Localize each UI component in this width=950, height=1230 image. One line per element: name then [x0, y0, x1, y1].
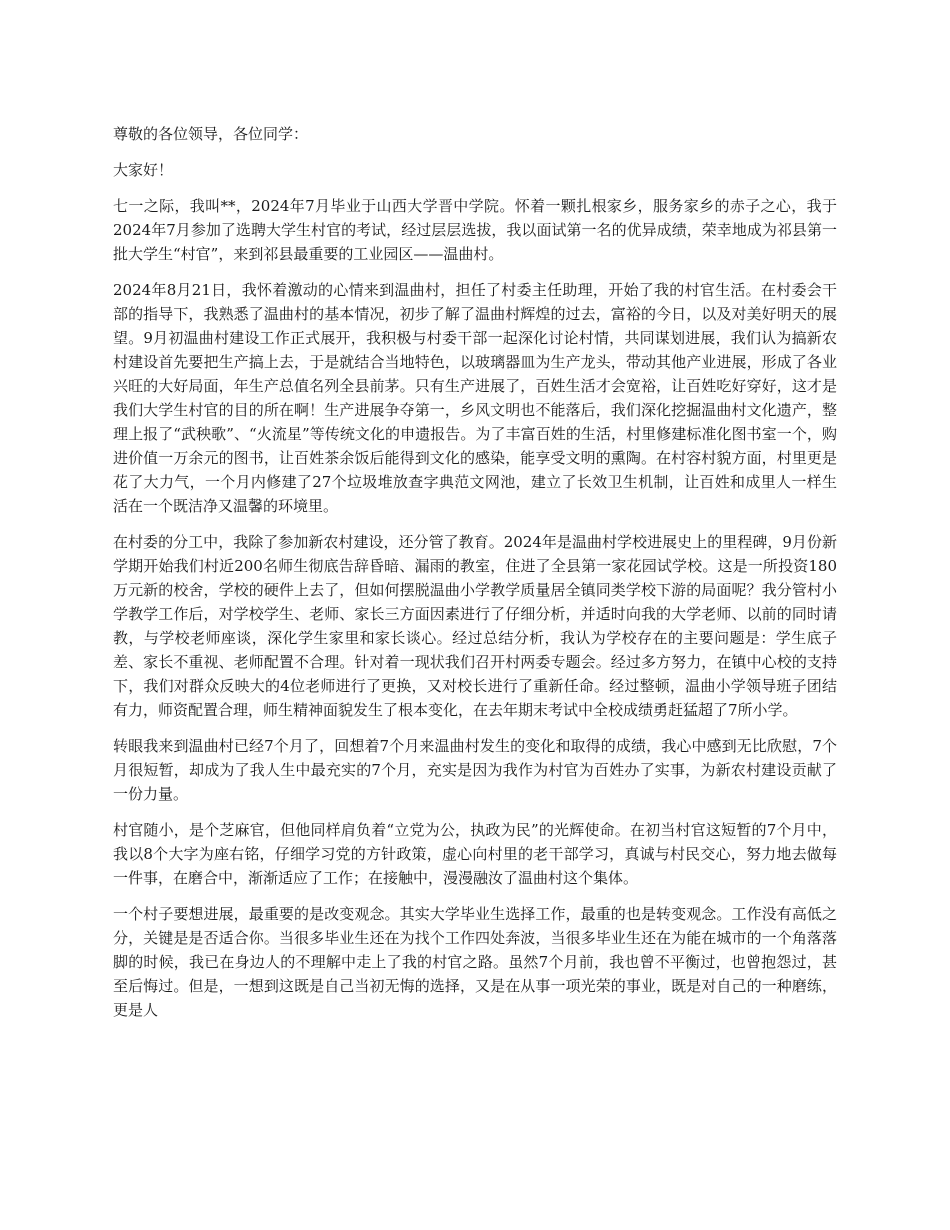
paragraph: 七一之际，我叫**，2024年7月毕业于山西大学晋中学院。怀着一颗扎根家乡，服务家乡的赤子之心，我于2024年7月参加了选聘大学生村官的考试，经过层层选拔，我以面试第一名的优异成绩，荣幸地成为祁县第一批大学生“村官”，来到祁县最重要的工业园区——温曲村。 [113, 197, 837, 263]
paragraph: 转眼我来到温曲村已经7个月了，回想着7个月来温曲村发生的变化和取得的成绩，我心中感到无比欣慰，7个月很短暂，却成为了我人生中最充实的7个月，充实是因为我作为村官为百姓办了实事，为新农村建设贡献了一份力量。 [113, 737, 837, 803]
paragraph: 在村委的分工中，我除了参加新农村建设，还分管了教育。2024年是温曲村学校进展史上的里程碑，9月份新学期开始我们村近200名师生彻底告辞昏暗、漏雨的教室，住进了全县第一家花园试学校。这是一所投资180万元新的校舍，学校的硬件上去了，但如何摆脱温曲小学教学质量居全镇同类学校下游的局面呢？我分管村小学教学工作后，对学校学生、老师、家长三方面因素进行了仔细分析，并适时向我的大学老师、以前的同时请教，与学校老师座谈，深化学生家里和家长谈心。经过总结分析，我认为学校存在的主要问题是：学生底子差、家长不重视、老师配置不合理。针对着一现状我们召开村两委专题会。经过多方努力，在镇中心校的支持下，我们对群众反映大的4位老师进行了更换，又对校长进行了重新任命。经过整顿，温曲小学领导班子团结有力，师资配置合理，师生精神面貌发生了根本变化，在去年期末考试中全校成绩勇赶猛超了7所小学。 [113, 533, 837, 719]
greeting-line: 尊敬的各位领导，各位同学： [113, 125, 309, 143]
document-body [113, 122, 837, 1034]
paragraph: 一个村子要想进展，最重要的是改变观念。其实大学毕业生选择工作，最重的也是转变观念。工作没有高低之分，关键是是否适合你。当很多毕业生还在为找个工作四处奔波，当很多毕业生还在为能在城市的一个角落落脚的时候，我已在身边人的不理解中走上了我的村官之路。虽然7个月前，我也曾不平衡过，也曾抱怨过，甚至后悔过。但是，一想到这既是自己当初无悔的选择，又是在从事一项光荣的事业，既是对自己的一种磨练，更是人 [113, 905, 837, 1019]
paragraph: 村官随小，是个芝麻官，但他同样肩负着“立党为公，执政为民”的光辉使命。在初当村官这短暂的7个月中，我以8个大字为座右铭，仔细学习党的方针政策，虚心向村里的老干部学习，真诚与村民交心，努力地去做每一件事，在磨合中，渐渐适应了工作；在接触中，漫漫融汝了温曲村这个集体。 [113, 821, 837, 887]
salutation-line: 大家好！ [113, 161, 174, 179]
paragraph: 2024年8月21日，我怀着激动的心情来到温曲村，担任了村委主任助理，开始了我的村官生活。在村委会干部的指导下，我熟悉了温曲村的基本情况，初步了解了温曲村辉煌的过去，富裕的今日，以及对美好明天的展望。9月初温曲村建设工作正式展开，我积极与村委干部一起深化讨论村情，共同谋划进展，我们认为搞新农村建设首先要把生产搞上去，于是就结合当地特色，以玻璃器皿为生产龙头，带动其他产业进展，形成了各业兴旺的大好局面，年生产总值名列全县前茅。只有生产进展了，百姓生活才会宽裕，让百姓吃好穿好，这才是我们大学生村官的目的所在啊！生产进展争夺第一，乡风文明也不能落后，我们深化挖掘温曲村文化遗产，整理上报了“武秧歌”、“火流星”等传统文化的申遗报告。为了丰富百姓的生活，村里修建标准化图书室一个，购进价值一万余元的图书，让百姓茶余饭后能得到文化的感染，能享受文明的熏陶。在村容村貌方面，村里更是花了大力气，一个月内修建了27个垃圾堆放查字典范文网池，建立了长效卫生机制，让百姓和成里人一样生活在一个既洁净又温馨的环境里。 [113, 281, 837, 515]
